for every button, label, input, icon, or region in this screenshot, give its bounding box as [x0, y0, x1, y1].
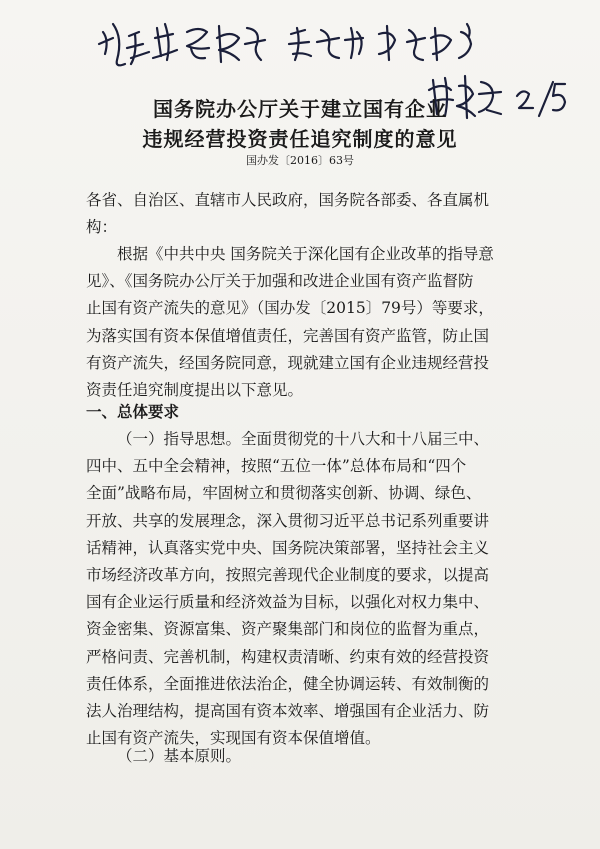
- intro-line: 有资产流失，经国务院同意，现就建立国有企业违规经营投: [86, 353, 490, 372]
- intro-line: 资责任追究制度提出以下意见。: [86, 380, 304, 399]
- intro-line: 根据《中共中央 国务院关于深化国有企业改革的指导意: [117, 245, 494, 263]
- document-number: 国办发〔2016〕63号: [246, 154, 354, 167]
- paragraph-line: 话精神，认真落实党中央、国务院决策部署，坚持社会主义: [86, 538, 490, 557]
- paragraph-line: 严格问责、完善机制，构建权责清晰、约束有效的经营投资: [86, 647, 490, 666]
- paragraph-line: 资金密集、资源富集、资产聚集部门和岗位的监督为重点，: [86, 620, 490, 639]
- intro-paragraph: [86, 241, 516, 404]
- section-heading: 一、总体要求: [86, 403, 180, 421]
- document-title-line1: 国务院办公厅关于建立国有企业: [153, 97, 447, 121]
- paragraph-line: （一）指导思想。全面贯彻党的十八大和十八届三中、: [117, 430, 490, 448]
- paragraph-line: 国有企业运行质量和经济效益为目标，以强化对权力集中、: [86, 593, 490, 612]
- paragraph-line: 市场经济改革方向，按照完善现代企业制度的要求，以提高: [86, 565, 490, 584]
- addressee-block: [86, 187, 516, 241]
- addressee-line: 各省、自治区、直辖市人民政府，国务院各部委、各直属机: [86, 191, 490, 209]
- paragraph-line: 全面”战略布局，牢固树立和贯彻落实创新、协调、绿色、: [86, 484, 482, 503]
- paragraph-line: 四中、五中全会精神，按照“五位一体”总体布局和“四个: [86, 457, 467, 476]
- intro-line: 见》、《国务院办公厅关于加强和改进企业国有资产监督防: [86, 272, 474, 291]
- paragraph-line: 法人治理结构，提高国有资本效率、增强国有企业活力、防: [86, 701, 490, 720]
- intro-line: 为落实国有资本保值增值责任，完善国有资产监管，防止国: [86, 326, 490, 345]
- guiding-ideology-paragraph: [86, 426, 516, 752]
- subsection-heading: （二）基本原则。: [117, 747, 242, 765]
- paragraph-line: 责任体系，全面推进依法治企，健全协调运转、有效制衡的: [86, 674, 490, 693]
- addressee-line: 构：: [86, 218, 118, 237]
- document-title-line2: 违规经营投资责任追究制度的意见: [142, 127, 458, 151]
- paragraph-line: 止国有资产流失，实现国有资本保值增值。: [86, 729, 381, 748]
- paragraph-line: 开放、共享的发展理念，深入贯彻习近平总书记系列重要讲: [86, 511, 490, 530]
- intro-line: 止国有资产流失的意见》（国办发〔2015〕79号）等要求，: [86, 299, 494, 318]
